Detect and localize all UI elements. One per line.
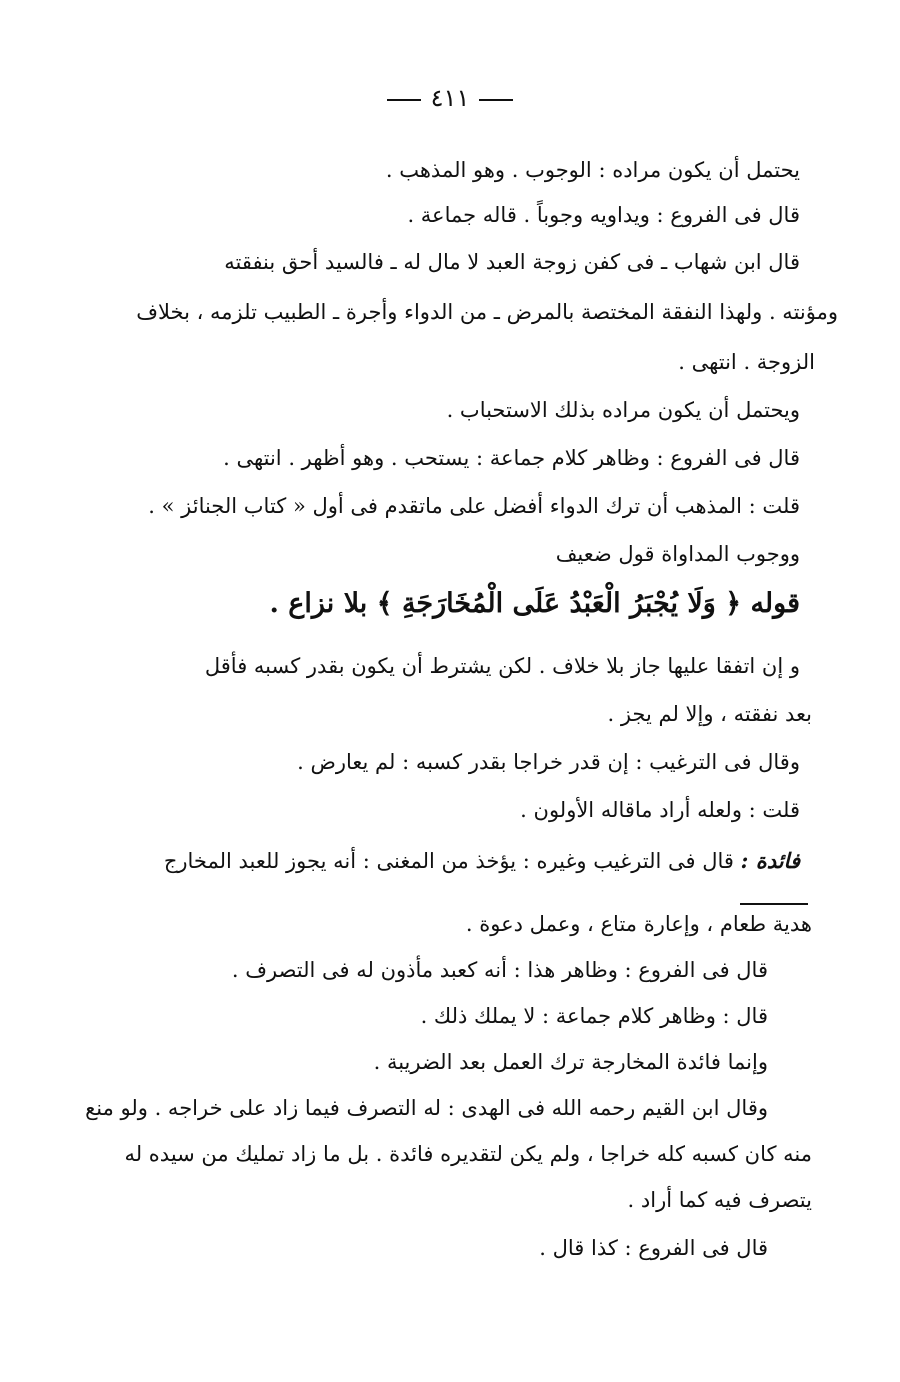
- text-line-21: يتصرف فيه كما أراد .: [627, 1188, 812, 1212]
- text-line-12: وقال فى الترغيب : إن قدر خراجا بقدر كسبه : لم يعارض .: [297, 750, 800, 774]
- text-line-11: بعد نفقته ، وإلا لم يجز .: [607, 702, 812, 726]
- heading-suffix: بلا نزاع .: [269, 588, 368, 619]
- text-line-16: قال فى الفروع : وظاهر هذا : أنه كعبد مأذون له فى التصرف .: [231, 958, 768, 982]
- text-line-10: و إن اتفقا عليها جاز بلا خلاف . لكن يشترط أن يكون بقدر كسبه فأقل: [204, 654, 800, 678]
- text-line-17: قال : وظاهر كلام جماعة : لا يملك ذلك .: [420, 1004, 768, 1028]
- quran-verse: ﴿ وَلَا يُجْبَرُ الْعَبْدُ عَلَى الْمُخَارَجَةِ ﴾: [376, 588, 742, 619]
- text-line-5: الزوجة . انتهى .: [678, 350, 815, 374]
- note-text: قال فى الترغيب وغيره : يؤخذ من المغنى : أنه يجوز للعبد المخارج: [163, 849, 734, 873]
- dash-right: [479, 99, 513, 101]
- text-line-19: وقال ابن القيم رحمه الله فى الهدى : له التصرف فيما زاد على خراجه . ولو منع: [85, 1096, 768, 1120]
- text-line-3: قال ابن شهاب ـ فى كفن زوجة العبد لا مال له ـ فالسيد أحق بنفقته: [224, 250, 800, 274]
- page-number: [0, 84, 900, 112]
- dash-left: [387, 99, 421, 101]
- note-label: فائدة :: [740, 848, 800, 873]
- text-line-18: وإنما فائدة المخارجة ترك العمل بعد الضريبة .: [373, 1050, 768, 1074]
- text-line-15: هدية طعام ، وإعارة متاع ، وعمل دعوة .: [465, 912, 812, 936]
- text-line-2: قال فى الفروع : ويداويه وجوباً . قاله جماعة .: [407, 203, 800, 227]
- note-line: [164, 848, 800, 874]
- text-line-1: يحتمل أن يكون مراده : الوجوب . وهو المذهب .: [385, 158, 800, 182]
- page-number-text: ٤١١: [430, 84, 470, 112]
- text-line-7: قال فى الفروع : وظاهر كلام جماعة : يستحب . وهو أظهر . انتهى .: [223, 446, 800, 470]
- section-divider: [740, 903, 808, 905]
- text-line-13: قلت : ولعله أراد ماقاله الأولون .: [520, 798, 800, 822]
- text-line-4: ومؤنته . ولهذا النفقة المختصة بالمرض ـ من الدواء وأجرة ـ الطبيب تلزمه ، بخلاف: [136, 300, 838, 324]
- heading-prefix: قوله: [750, 588, 800, 619]
- text-line-22: قال فى الفروع : كذا قال .: [539, 1236, 768, 1260]
- text-line-9: ووجوب المداواة قول ضعيف: [555, 542, 800, 566]
- text-line-6: ويحتمل أن يكون مراده بذلك الاستحباب .: [446, 398, 800, 422]
- text-line-20: منه كان كسبه كله خراجا ، ولم يكن لتقديره فائدة . بل ما زاد تمليك من سيده له: [124, 1142, 812, 1166]
- text-line-8: قلت : المذهب أن ترك الدواء أفضل على ماتقدم فى أول « كتاب الجنائز » .: [148, 494, 800, 518]
- verse-heading: [269, 588, 800, 620]
